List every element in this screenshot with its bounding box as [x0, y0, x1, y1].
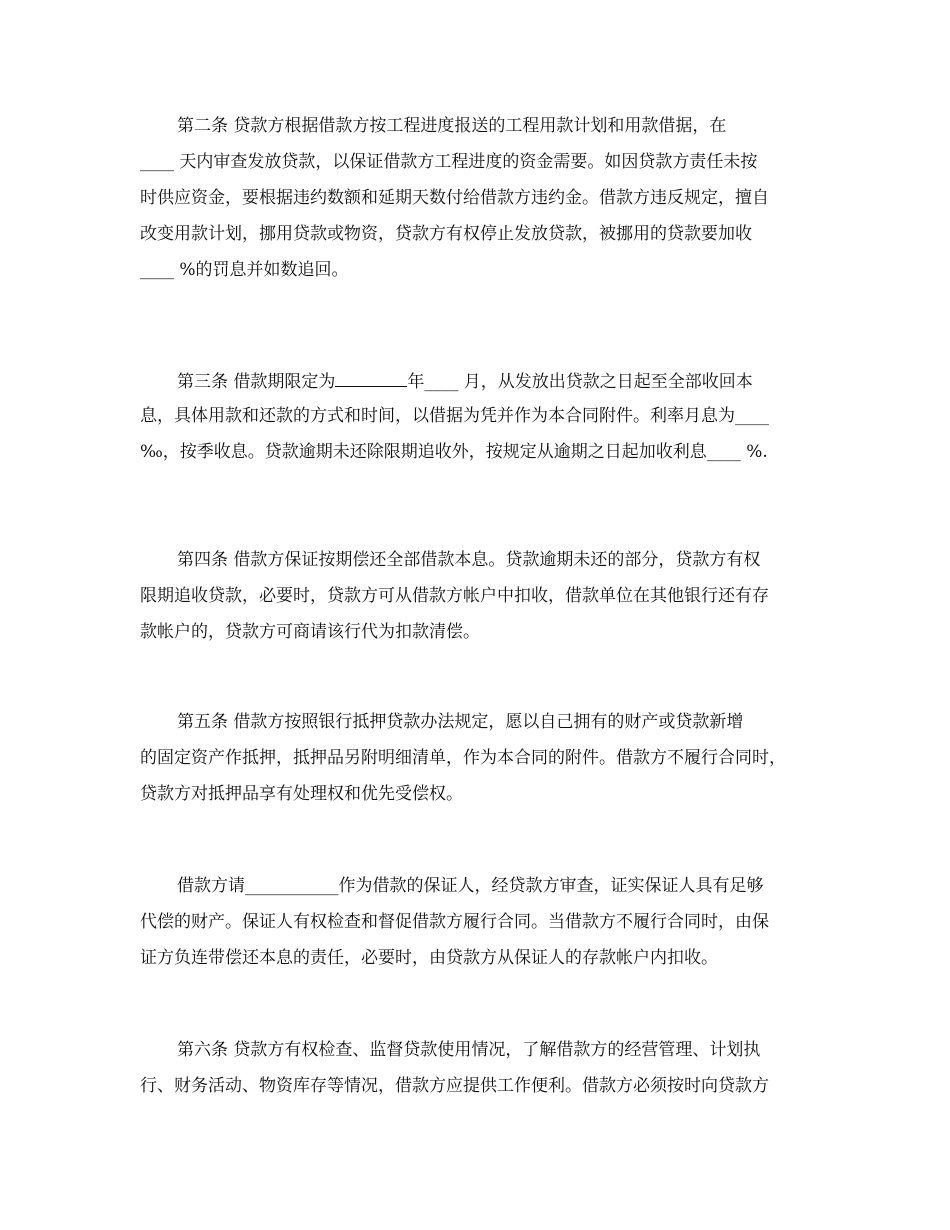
- guarantor-line-1: 借款方请___________作为借款的保证人，经贷款方审查，证实保证人具有足够: [177, 876, 764, 896]
- article-5-line-1: 第五条 借款方按照银行抵押贷款办法规定，愿以自己拥有的财产或贷款新增: [177, 712, 744, 732]
- loan-years-blank: [335, 368, 407, 387]
- article-2-line-3: 时供应资金，要根据违约数额和延期天数付给借款方违约金。借款方违反规定，擅自: [140, 188, 769, 208]
- article-3-line-3: ‰，按季收息。贷款逾期未还除限期追收外，按规定从逾期之日起加收利息____ %.: [140, 442, 768, 462]
- article-2-line-4: 改变用款计划，挪用贷款或物资，贷款方有权停止发放贷款，被挪用的贷款要加收: [140, 224, 752, 244]
- article-6-line-2: 行、财务活动、物资库存等情况，借款方应提供工作便利。借款方必须按时向贷款方: [140, 1076, 769, 1096]
- article-2-line-2: ____ 天内审查发放贷款，以保证借款方工程进度的资金需要。如因贷款方责任未按: [140, 152, 758, 172]
- article-4-line-2: 限期追收贷款，必要时，贷款方可从借款方帐户中扣收，借款单位在其他银行还有存: [140, 586, 769, 606]
- article-2-line-1: 第二条 贷款方根据借款方按工程进度报送的工程用款计划和用款借据，在: [177, 116, 727, 136]
- guarantor-line-3: 证方负连带偿还本息的责任，必要时，由贷款方从保证人的存款帐户内扣收。: [140, 948, 718, 968]
- article-4-line-3: 款帐户的，贷款方可商请该行代为扣款清偿。: [140, 622, 480, 642]
- article-3-text-a: 第三条 借款期限定为: [177, 372, 336, 392]
- article-3-line-1: [177, 368, 830, 394]
- guarantor-line-2: 代偿的财产。保证人有权检查和督促借款方履行合同。当借款方不履行合同时，由保: [140, 912, 769, 932]
- article-2-line-5: ____ %的罚息并如数追回。: [140, 260, 349, 280]
- article-5-line-3: 贷款方对抵押品享有处理权和优先受偿权。: [140, 784, 463, 804]
- article-5-line-2: 的固定资产作抵押，抵押品另附明细清单，作为本合同的附件。借款方不履行合同时，: [140, 748, 786, 768]
- article-3-text-b: 年____ 月，从发放出贷款之日起至全部收回本: [407, 372, 753, 392]
- article-6-line-1: 第六条 贷款方有权检查、监督贷款使用情况，了解借款方的经营管理、计划执: [177, 1040, 761, 1060]
- article-4-line-1: 第四条 借款方保证按期偿还全部借款本息。贷款逾期未还的部分，贷款方有权: [177, 550, 761, 570]
- article-3-line-2: 息，具体用款和还款的方式和时间，以借据为凭并作为本合同附件。利率月息为____: [140, 406, 769, 426]
